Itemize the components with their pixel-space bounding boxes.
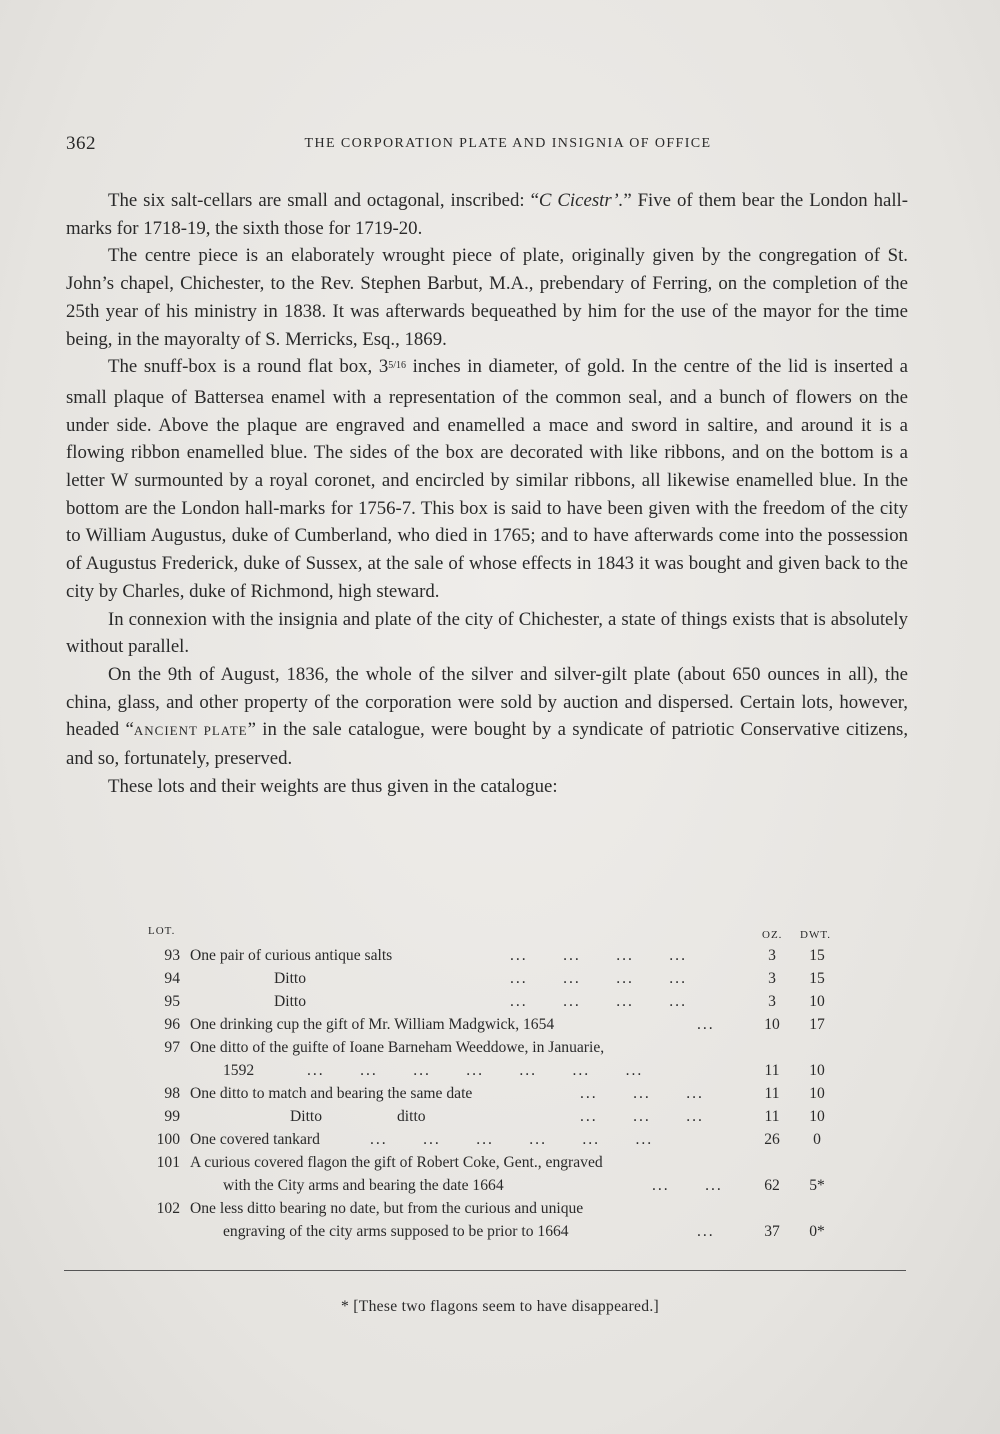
lot-number: 95 [164, 993, 180, 1010]
lot-description: Ditto [274, 970, 307, 987]
paragraph-salt-cellars: The six salt-cellars are small and octagonal, inscribed: “C Cicestr’.” Five of them bear the London hall-marks for 1718-19, the sixth those for 1719-20. [66, 190, 909, 239]
header-oz: OZ. [762, 929, 783, 941]
leader-dots: ... ... [652, 1177, 723, 1194]
inscription-text: C Cicestr’. [538, 190, 624, 211]
weight-dwt: 10 [809, 1062, 825, 1079]
weight-dwt: 0* [809, 1223, 825, 1240]
footnote: * [These two flagons seem to have disappeared.] [340, 1298, 660, 1315]
table-header [142, 925, 842, 947]
lot-description: Ditto [290, 1108, 323, 1125]
weight-oz: 11 [764, 1085, 780, 1102]
small-caps-heading: ANCIENT PLATE [133, 723, 248, 739]
lot-description-ditto: ditto [397, 1108, 426, 1125]
weight-dwt: 17 [809, 1016, 825, 1033]
running-title: THE CORPORATION PLATE AND INSIGNIA OF OFFICE [304, 136, 712, 151]
weight-dwt: 15 [809, 947, 825, 964]
weight-oz: 11 [764, 1108, 780, 1125]
lot-description: Ditto [274, 993, 307, 1010]
table-row [142, 993, 842, 1016]
leader-dots: ... ... ... ... ... ... ... [307, 1062, 644, 1079]
fraction: 5/16 [388, 360, 407, 372]
table-row [142, 1085, 842, 1108]
lot-number: 98 [164, 1085, 180, 1102]
weight-oz: 26 [764, 1131, 780, 1148]
table-row [142, 1016, 842, 1039]
table-row [142, 1154, 842, 1200]
paragraph-catalogue-intro: These lots and their weights are thus given in the catalogue: [108, 775, 558, 797]
weight-dwt: 10 [809, 1108, 825, 1125]
paragraph-auction: On the 9th of August, 1836, the whole of the silver and silver-gilt plate (about 650 ounces in all), the china, glass, and other property of the corporation were sold by auction and dispersed. Certain lots, however, headed “ANCIENT PLATE” in the sale catalogue, were bought by a syndicate of patriotic Conservative citizens, and so, fortunately, preserved. [66, 663, 909, 770]
leader-dots: ... [697, 1016, 715, 1033]
table-row [142, 1200, 842, 1246]
lot-number: 93 [164, 947, 180, 964]
lot-description: One drinking cup the gift of Mr. William Madgwick, 1654 [190, 1016, 555, 1033]
lot-description-continued: 1592 [223, 1062, 255, 1079]
lot-number: 101 [156, 1154, 180, 1171]
leader-dots: ... ... ... ... ... ... [370, 1131, 654, 1148]
lot-description: One covered tankard [190, 1131, 320, 1148]
header-lot: LOT. [148, 925, 176, 937]
table-row [142, 1039, 842, 1085]
paragraph-centre-piece: The centre piece is an elaborately wrought piece of plate, originally given by the congregation of St. John’s chapel, Chichester, to the Rev. Stephen Barbut, M.A., prebendary of Ferring, on the completion of the 25th year of his ministry in 1838. It was afterwards bequeathed by him for the use of the mayor for the time being, in the mayoralty of S. Merricks, Esq., 1869. [66, 245, 908, 350]
catalogue-table [142, 925, 842, 1246]
weight-oz: 11 [764, 1062, 780, 1079]
table-row [142, 947, 842, 970]
weight-dwt: 10 [809, 993, 825, 1010]
weight-oz: 3 [768, 970, 776, 987]
lot-description: A curious covered flagon the gift of Robert Coke, Gent., engraved [190, 1154, 603, 1171]
leader-dots: ... ... ... ... [510, 947, 687, 964]
lot-number: 100 [156, 1131, 180, 1148]
weight-dwt: 10 [809, 1085, 825, 1102]
lot-description-continued: engraving of the city arms supposed to be prior to 1664 [223, 1223, 569, 1240]
table-row [142, 970, 842, 993]
lot-description: One less ditto bearing no date, but from the curious and unique [190, 1200, 584, 1217]
leader-dots: ... ... ... ... [510, 993, 687, 1010]
footnote-rule [64, 1270, 906, 1271]
leader-dots: ... ... ... [580, 1085, 704, 1102]
lot-number: 102 [156, 1200, 180, 1217]
header-dwt: DWT. [800, 929, 831, 941]
lot-number: 99 [164, 1108, 180, 1125]
weight-oz: 62 [764, 1177, 780, 1194]
weight-oz: 3 [768, 993, 776, 1010]
weight-dwt: 15 [809, 970, 825, 987]
lot-description: One ditto of the guifte of Ioane Barneham Weeddowe, in Januarie, [190, 1039, 605, 1056]
weight-dwt: 5* [809, 1177, 825, 1194]
weight-oz: 3 [768, 947, 776, 964]
paragraph-insignia: In connexion with the insignia and plate of the city of Chichester, a state of things exists that is absolutely without parallel. [66, 608, 908, 658]
weight-oz: 37 [764, 1223, 780, 1240]
lot-number: 94 [164, 970, 180, 987]
weight-dwt: 0 [813, 1131, 821, 1148]
page-number: 362 [66, 133, 96, 154]
leader-dots: ... ... ... [580, 1108, 704, 1125]
lot-description-continued: with the City arms and bearing the date 1664 [223, 1177, 504, 1194]
running-head [66, 133, 910, 157]
lot-number: 97 [164, 1039, 180, 1056]
body-text [66, 187, 908, 800]
lot-description: One ditto to match and bearing the same date [190, 1085, 473, 1102]
leader-dots: ... [697, 1223, 715, 1240]
paragraph-snuff-box: The snuff-box is a round flat box, $3^{5/16}$ inches in diameter, of gold. In the centre of the lid is inserted a small plaque of Battersea enamel with a representation of the common seal, and a bunch of flowers on the under side. Above the plaque are engraved and enamelled a mace and sword in saltire, and around it is a flowing ribbon enamelled blue. The sides of the box are decorated with like ribbons, and on the bottom is a letter W surmounted by a royal coronet, and encircled by similar ribbons, all likewise enamelled blue. In the bottom are the London hall-marks for 1756-7. This box is said to have been given with the freedom of the city to William Augustus, duke of Cumberland, who died in 1765; and to have afterwards come into the possession of Augustus Frederick, duke of Sussex, at the sale of whose effects in 1843 it was bought and given back to the city by Charles, duke of Richmond, high steward. [66, 356, 909, 602]
lot-description: One pair of curious antique salts [190, 947, 393, 964]
weight-oz: 10 [764, 1016, 780, 1033]
leader-dots: ... ... ... ... [510, 970, 687, 987]
table-row [142, 1108, 842, 1131]
table-row [142, 1131, 842, 1154]
lot-number: 96 [164, 1016, 180, 1033]
